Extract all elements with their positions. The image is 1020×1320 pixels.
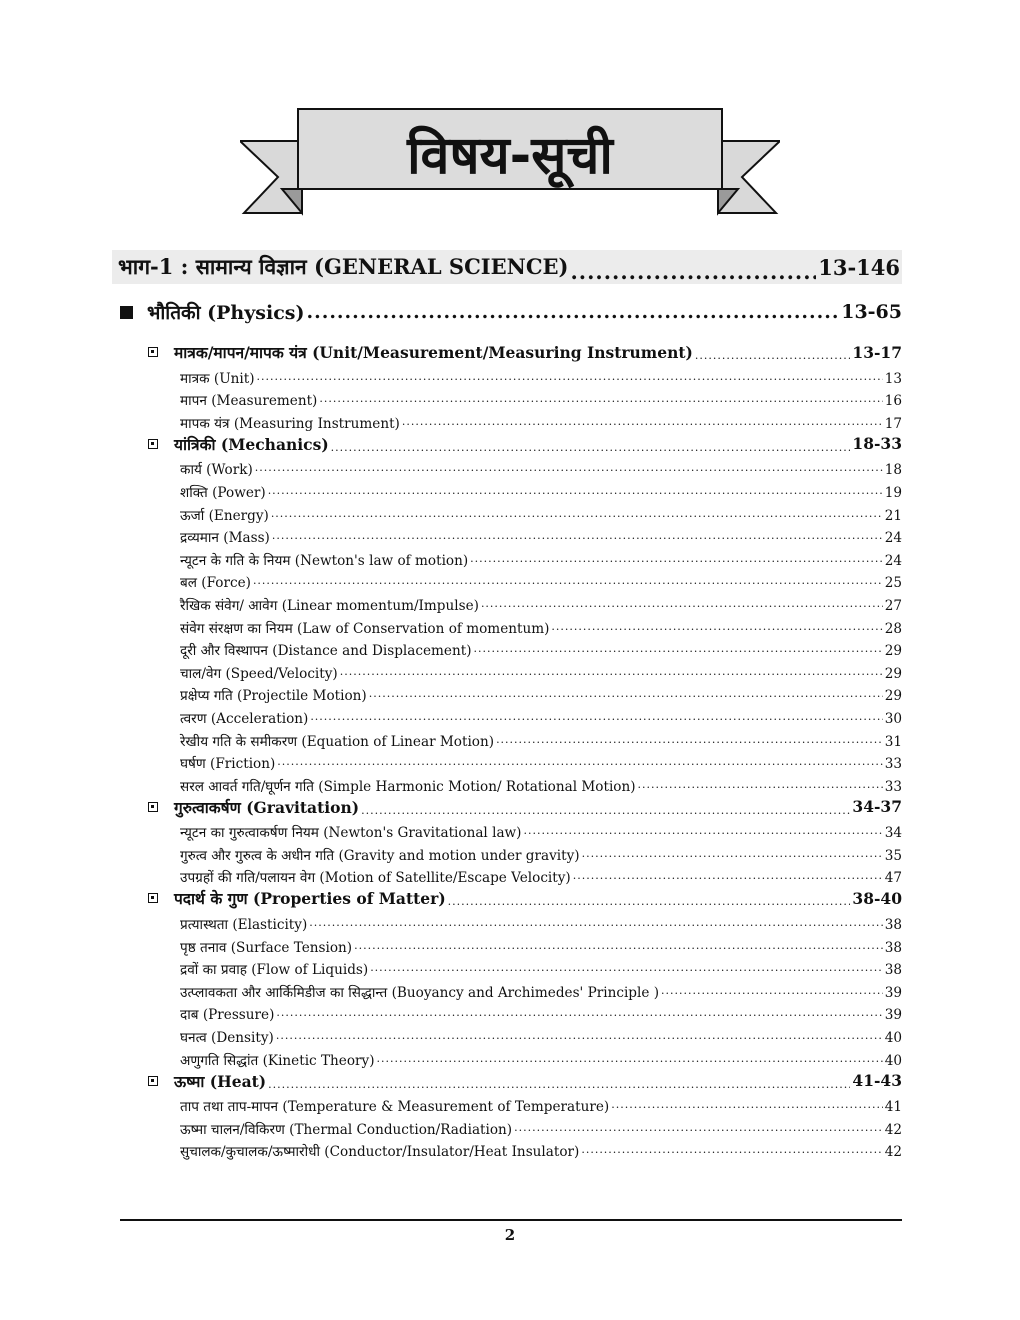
leader-dots bbox=[581, 1143, 882, 1160]
item-page: 13 bbox=[884, 370, 902, 387]
subsection-pages: 34-37 bbox=[852, 797, 902, 817]
subsection-label: यांत्रिकी (Mechanics) bbox=[174, 434, 329, 454]
toc-item[interactable] bbox=[148, 933, 902, 956]
page-title: विषय-सूची bbox=[407, 125, 613, 186]
leader-dots bbox=[695, 349, 851, 364]
subsection-matter[interactable] bbox=[148, 886, 902, 910]
toc-item[interactable] bbox=[148, 1115, 902, 1138]
leader-dots bbox=[524, 824, 883, 841]
item-label: ऊर्जा (Energy) bbox=[180, 507, 269, 524]
item-label: बल (Force) bbox=[180, 575, 251, 592]
toc-item[interactable] bbox=[148, 727, 902, 750]
part-pages: 13-146 bbox=[818, 254, 900, 280]
item-page: 38 bbox=[884, 917, 902, 934]
toc-item[interactable] bbox=[148, 546, 902, 569]
subsection-pages: 18-33 bbox=[852, 434, 902, 454]
toc-list bbox=[148, 340, 902, 1160]
leader-dots bbox=[277, 755, 882, 772]
item-page: 39 bbox=[884, 1007, 902, 1024]
square-bullet-icon bbox=[148, 893, 158, 903]
item-label: मात्रक (Unit) bbox=[180, 370, 255, 387]
item-label: पृष्ठ तनाव (Surface Tension) bbox=[180, 939, 353, 956]
leader-dots bbox=[253, 574, 883, 591]
item-label: संवेग संरक्षण का नियम (Law of Conservation of momentum) bbox=[180, 620, 550, 637]
toc-item[interactable] bbox=[148, 864, 902, 887]
item-page: 35 bbox=[884, 847, 902, 864]
item-page: 19 bbox=[884, 484, 902, 501]
item-page: 25 bbox=[884, 575, 902, 592]
leader-dots bbox=[310, 710, 882, 727]
leader-dots bbox=[514, 1121, 883, 1138]
leader-dots bbox=[268, 484, 883, 501]
item-page: 27 bbox=[884, 597, 902, 614]
leader-dots bbox=[638, 778, 883, 795]
item-page: 24 bbox=[884, 552, 902, 569]
toc-item[interactable] bbox=[148, 637, 902, 660]
footer-rule bbox=[120, 1219, 902, 1221]
toc-item[interactable] bbox=[148, 1138, 902, 1161]
subsection-mechanics[interactable] bbox=[148, 432, 902, 456]
item-label: मापन (Measurement) bbox=[180, 393, 318, 410]
toc-item[interactable] bbox=[148, 569, 902, 592]
subsection-pages: 13-17 bbox=[852, 342, 902, 362]
leader-dots bbox=[369, 687, 883, 704]
toc-item[interactable] bbox=[148, 364, 902, 387]
leader-dots bbox=[402, 415, 883, 432]
item-label: रैखिक संवेग/ आवेग (Linear momentum/Impulse) bbox=[180, 597, 479, 614]
item-label: दूरी और विस्थापन (Distance and Displacement) bbox=[180, 643, 472, 660]
square-bullet-icon bbox=[148, 1076, 158, 1086]
toc-item[interactable] bbox=[148, 956, 902, 979]
toc-item[interactable] bbox=[148, 1093, 902, 1116]
item-page: 42 bbox=[884, 1144, 902, 1161]
item-label: त्वरण (Acceleration) bbox=[180, 710, 309, 727]
item-page: 34 bbox=[884, 825, 902, 842]
leader-dots bbox=[377, 1052, 883, 1069]
leader-dots bbox=[571, 259, 817, 284]
leader-dots bbox=[470, 552, 883, 569]
leader-dots bbox=[611, 1098, 882, 1115]
toc-item[interactable] bbox=[148, 841, 902, 864]
item-label: उपग्रहों की गति/पलायन वेग (Motion of Satellite/Escape Velocity) bbox=[180, 870, 571, 887]
toc-item[interactable] bbox=[148, 614, 902, 637]
leader-dots bbox=[496, 733, 883, 750]
subsection-label: पदार्थ के गुण (Properties of Matter) bbox=[174, 889, 446, 909]
toc-item[interactable] bbox=[148, 682, 902, 705]
toc-item[interactable] bbox=[148, 772, 902, 795]
leader-dots bbox=[272, 529, 883, 546]
leader-dots bbox=[309, 916, 882, 933]
item-page: 29 bbox=[884, 643, 902, 660]
square-bullet-icon bbox=[148, 802, 158, 812]
item-page: 33 bbox=[884, 778, 902, 795]
item-label: प्रक्षेप्य गति (Projectile Motion) bbox=[180, 688, 367, 705]
leader-dots bbox=[276, 1029, 883, 1046]
leader-dots bbox=[370, 961, 883, 978]
item-page: 38 bbox=[884, 962, 902, 979]
item-label: अणुगति सिद्धांत (Kinetic Theory) bbox=[180, 1052, 375, 1069]
item-page: 21 bbox=[884, 507, 902, 524]
item-page: 29 bbox=[884, 688, 902, 705]
item-label: द्रवों का प्रवाह (Flow of Liquids) bbox=[180, 962, 369, 979]
toc-item[interactable] bbox=[148, 501, 902, 524]
leader-dots bbox=[661, 984, 883, 1001]
item-label: ताप तथा ताप-मापन (Temperature & Measurement of Temperature) bbox=[180, 1099, 610, 1116]
leader-dots bbox=[257, 370, 883, 387]
toc-item[interactable] bbox=[148, 478, 902, 501]
item-label: न्यूटन का गुरुत्वाकर्षण नियम (Newton's Gravitational law) bbox=[180, 825, 522, 842]
leader-dots bbox=[276, 1006, 882, 1023]
item-label: चाल/वेग (Speed/Velocity) bbox=[180, 665, 338, 682]
leader-dots bbox=[354, 939, 883, 956]
leader-dots bbox=[340, 665, 883, 682]
toc-item[interactable] bbox=[148, 387, 902, 410]
item-page: 40 bbox=[884, 1030, 902, 1047]
item-page: 39 bbox=[884, 984, 902, 1001]
toc-item[interactable] bbox=[148, 1001, 902, 1024]
subsection-pages: 38-40 bbox=[852, 888, 902, 908]
toc-item[interactable] bbox=[148, 524, 902, 547]
leader-dots bbox=[268, 1078, 850, 1093]
toc-item[interactable] bbox=[148, 591, 902, 614]
item-page: 16 bbox=[884, 393, 902, 410]
item-label: घर्षण (Friction) bbox=[180, 756, 276, 773]
item-label: कार्य (Work) bbox=[180, 462, 253, 479]
leader-dots bbox=[582, 847, 883, 864]
subsection-pages: 41-43 bbox=[852, 1071, 902, 1091]
toc-item[interactable] bbox=[148, 659, 902, 682]
item-page: 38 bbox=[884, 939, 902, 956]
leader-dots bbox=[573, 869, 883, 886]
item-page: 33 bbox=[884, 756, 902, 773]
item-page: 18 bbox=[884, 462, 902, 479]
item-page: 28 bbox=[884, 620, 902, 637]
item-label: न्यूटन के गति के नियम (Newton's law of motion) bbox=[180, 552, 469, 569]
item-page: 31 bbox=[884, 733, 902, 750]
toc-item[interactable] bbox=[148, 1046, 902, 1069]
subsection-label: गुरुत्वाकर्षण (Gravitation) bbox=[174, 797, 360, 817]
item-label: सरल आवर्त गति/घूर्णन गति (Simple Harmonic Motion/ Rotational Motion) bbox=[180, 778, 636, 795]
toc-item[interactable] bbox=[148, 910, 902, 933]
part-header bbox=[112, 250, 902, 284]
item-label: रेखीय गति के समीकरण (Equation of Linear Motion) bbox=[180, 733, 495, 750]
item-page: 47 bbox=[884, 870, 902, 887]
item-label: प्रत्यास्थता (Elasticity) bbox=[180, 917, 308, 934]
toc-item[interactable] bbox=[148, 819, 902, 842]
leader-dots bbox=[474, 642, 883, 659]
item-label: घनत्व (Density) bbox=[180, 1030, 274, 1047]
leader-dots bbox=[306, 301, 839, 326]
leader-dots bbox=[361, 804, 850, 819]
title-ribbon bbox=[240, 105, 780, 225]
toc-item[interactable] bbox=[148, 750, 902, 773]
toc-item[interactable] bbox=[148, 704, 902, 727]
item-label: गुरुत्व और गुरुत्व के अधीन गति (Gravity and motion under gravity) bbox=[180, 847, 580, 864]
section-pages: 13-65 bbox=[841, 301, 902, 323]
item-label: दाब (Pressure) bbox=[180, 1007, 275, 1024]
leader-dots bbox=[319, 392, 882, 409]
filled-square-bullet-icon bbox=[120, 306, 133, 319]
toc-item[interactable] bbox=[148, 978, 902, 1001]
item-page: 29 bbox=[884, 665, 902, 682]
section-label: भौतिकी (Physics) bbox=[147, 302, 305, 324]
item-label: उत्प्लावकता और आर्किमिडीज का सिद्धान्त (Buoyancy and Archimedes' Principle ) bbox=[180, 984, 660, 1001]
square-bullet-icon bbox=[148, 439, 158, 449]
leader-dots bbox=[551, 620, 882, 637]
leader-dots bbox=[271, 507, 883, 524]
subsection-label: ऊष्मा (Heat) bbox=[174, 1071, 267, 1091]
leader-dots bbox=[331, 441, 851, 456]
item-page: 40 bbox=[884, 1052, 902, 1069]
section-physics[interactable] bbox=[120, 298, 902, 326]
leader-dots bbox=[481, 597, 883, 614]
toc-item[interactable] bbox=[148, 1023, 902, 1046]
item-page: 30 bbox=[884, 710, 902, 727]
toc-item[interactable] bbox=[148, 409, 902, 432]
subsection-units[interactable] bbox=[148, 340, 902, 364]
item-label: द्रव्यमान (Mass) bbox=[180, 530, 270, 547]
square-bullet-icon bbox=[148, 347, 158, 357]
item-page: 42 bbox=[884, 1121, 902, 1138]
leader-dots bbox=[255, 461, 883, 478]
page-number: 2 bbox=[504, 1226, 516, 1244]
item-page: 41 bbox=[884, 1099, 902, 1116]
item-label: सुचालक/कुचालक/ऊष्मारोधी (Conductor/Insulator/Heat Insulator) bbox=[180, 1144, 580, 1161]
item-label: मापक यंत्र (Measuring Instrument) bbox=[180, 415, 400, 432]
leader-dots bbox=[448, 895, 851, 910]
toc-item[interactable] bbox=[148, 456, 902, 479]
item-page: 17 bbox=[884, 415, 902, 432]
subsection-heat[interactable] bbox=[148, 1069, 902, 1093]
item-label: ऊष्मा चालन/विकिरण (Thermal Conduction/Radiation) bbox=[180, 1121, 513, 1138]
item-page: 24 bbox=[884, 530, 902, 547]
subsection-gravitation[interactable] bbox=[148, 795, 902, 819]
part-label: भाग-1 : सामान्य विज्ञान (GENERAL SCIENCE) bbox=[118, 254, 569, 279]
subsection-label: मात्रक/मापन/मापक यंत्र (Unit/Measurement/Measuring Instrument) bbox=[174, 343, 693, 362]
item-label: शक्ति (Power) bbox=[180, 484, 266, 501]
